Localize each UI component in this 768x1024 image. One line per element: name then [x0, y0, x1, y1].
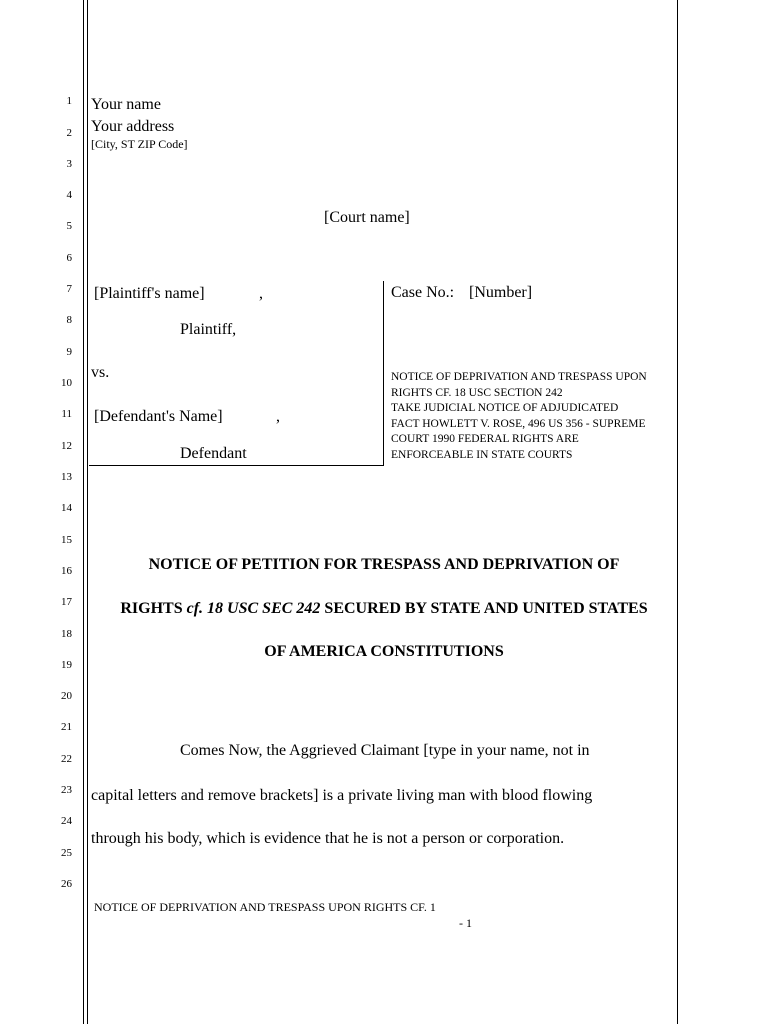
line-number: 1	[66, 95, 72, 107]
line-number: 21	[61, 721, 72, 733]
line-number: 26	[61, 878, 72, 890]
caption-notice-line: TAKE JUDICIAL NOTICE OF ADJUDICATED	[391, 402, 619, 415]
line-number: 10	[61, 377, 72, 389]
plaintiff-comma: ,	[259, 285, 263, 302]
line-number: 16	[61, 565, 72, 577]
line-number: 15	[61, 534, 72, 546]
title-line-2-suffix: SECURED BY STATE AND UNITED STATES	[320, 600, 648, 617]
line-number: 7	[66, 283, 72, 295]
line-number: 19	[61, 659, 72, 671]
title-citation: cf. 18 USC SEC 242	[186, 600, 321, 617]
title-line-2-prefix: RIGHTS	[120, 600, 187, 617]
caption-vertical-divider	[383, 281, 384, 466]
line-number: 6	[66, 252, 72, 264]
filer-name: Your name	[91, 96, 161, 113]
filer-city-state-zip: [City, ST ZIP Code]	[91, 137, 188, 151]
title-line-2	[90, 599, 678, 619]
footer-text: NOTICE OF DEPRIVATION AND TRESPASS UPON RIGHTS CF. 1	[94, 900, 436, 914]
court-name: [Court name]	[324, 209, 410, 226]
left-margin-rule-inner	[87, 0, 88, 1024]
footer-page-number: - 1	[459, 916, 472, 930]
body-line-2: capital letters and remove brackets] is a private living man with blood flowing	[91, 787, 593, 804]
caption-bottom-rule	[89, 465, 384, 466]
caption-notice-line: NOTICE OF DEPRIVATION AND TRESPASS UPON	[391, 371, 647, 383]
caption-notice-line: COURT 1990 FEDERAL RIGHTS ARE	[391, 433, 579, 446]
caption-notice-line: ENFORCEABLE IN STATE COURTS	[391, 448, 573, 461]
defendant-comma: ,	[276, 408, 280, 425]
line-number: 11	[61, 408, 72, 420]
line-number: 24	[61, 815, 72, 827]
line-number: 9	[66, 346, 72, 358]
left-margin-rule-outer	[83, 0, 84, 1024]
line-number: 14	[61, 502, 72, 514]
versus-label: vs.	[91, 364, 110, 381]
line-number: 3	[66, 158, 72, 170]
plaintiff-label: Plaintiff,	[180, 321, 237, 338]
defendant-label: Defendant	[180, 445, 247, 462]
body-line-1: Comes Now, the Aggrieved Claimant [type in your name, not in	[180, 742, 590, 759]
line-number: 25	[61, 847, 72, 859]
caption-notice-line: FACT HOWLETT V. ROSE, 496 US 356 - SUPREME	[391, 417, 646, 430]
line-number: 12	[61, 440, 72, 452]
line-number: 23	[61, 784, 72, 796]
line-number: 13	[61, 471, 72, 483]
case-number-value: [Number]	[469, 284, 533, 301]
line-number: 22	[61, 753, 72, 765]
line-number: 2	[66, 127, 72, 139]
case-number-label: Case No.:	[391, 284, 455, 301]
right-margin-rule	[677, 0, 678, 1024]
line-number: 4	[66, 189, 72, 201]
defendant-name: [Defendant's Name]	[94, 408, 223, 425]
line-number: 5	[66, 220, 72, 232]
body-line-3: through his body, which is evidence that he is not a person or corporation.	[91, 830, 565, 847]
title-line-1: NOTICE OF PETITION FOR TRESPASS AND DEPRIVATION OF	[148, 556, 620, 573]
title-line-3: OF AMERICA CONSTITUTIONS	[264, 643, 504, 660]
caption-notice-line: RIGHTS CF. 18 USC SECTION 242	[391, 386, 563, 399]
line-number: 8	[66, 314, 72, 326]
filer-address: Your address	[91, 118, 175, 135]
line-number: 17	[61, 596, 72, 608]
plaintiff-name: [Plaintiff's name]	[94, 285, 205, 302]
line-number: 18	[61, 628, 72, 640]
caption-notice-block	[391, 370, 681, 464]
line-number: 20	[61, 690, 72, 702]
